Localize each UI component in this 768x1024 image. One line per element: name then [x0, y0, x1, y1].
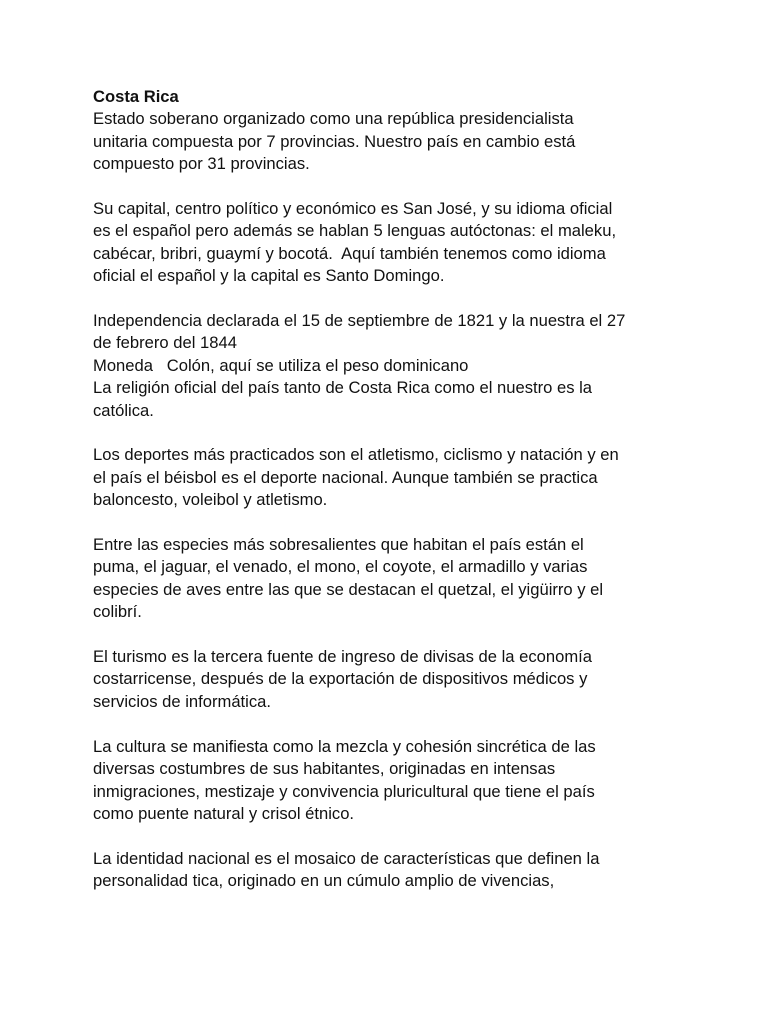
paragraph-line: es el español pero además se hablan 5 lenguas autóctonas: el maleku,: [93, 221, 617, 241]
paragraph-gap: [93, 825, 683, 847]
paragraph: [93, 444, 683, 511]
paragraph-line: católica.: [93, 400, 154, 420]
paragraph-line: Los deportes más practicados son el atletismo, ciclismo y natación y en: [93, 445, 619, 465]
paragraph-gap: [93, 176, 683, 198]
paragraph: [93, 646, 683, 713]
paragraph: [93, 108, 683, 175]
paragraph-line: colibrí.: [93, 602, 142, 622]
paragraph-line: como puente natural y crisol étnico.: [93, 803, 355, 823]
paragraph-line: diversas costumbres de sus habitantes, originadas en intensas: [93, 759, 556, 779]
paragraph-line: especies de aves entre las que se destacan el quetzal, el yigüirro y el: [93, 579, 604, 599]
paragraph-line: El turismo es la tercera fuente de ingreso de divisas de la economía: [93, 647, 593, 667]
paragraph-line: de febrero del 1844: [93, 333, 237, 353]
paragraph-line: La identidad nacional es el mosaico de características que definen la: [93, 848, 600, 868]
paragraph-line: Su capital, centro político y económico es San José, y su idioma oficial: [93, 199, 613, 219]
paragraph-line: servicios de informática.: [93, 691, 271, 711]
document-body: [93, 86, 683, 893]
paragraph-line: Independencia declarada el 15 de septiembre de 1821 y la nuestra el 27: [93, 311, 626, 331]
paragraph-line: inmigraciones, mestizaje y convivencia pluricultural que tiene el país: [93, 781, 595, 801]
paragraph-line: unitaria compuesta por 7 provincias. Nuestro país en cambio está: [93, 131, 576, 151]
paragraph-line: La cultura se manifiesta como la mezcla y cohesión sincrética de las: [93, 736, 596, 756]
paragraph: [93, 848, 683, 893]
paragraph-gap: [93, 512, 683, 534]
paragraph-gap: [93, 288, 683, 310]
paragraph-line: baloncesto, voleibol y atletismo.: [93, 490, 328, 510]
paragraph-line: costarricense, después de la exportación de dispositivos médicos y: [93, 669, 588, 689]
paragraph-line: personalidad tica, originado en un cúmulo amplio de vivencias,: [93, 871, 555, 891]
paragraph-line: Estado soberano organizado como una república presidencialista: [93, 109, 574, 129]
paragraph: [93, 198, 683, 288]
paragraph-line: compuesto por 31 provincias.: [93, 154, 310, 174]
paragraph-line: cabécar, bribri, guaymí y bocotá. Aquí también tenemos como idioma: [93, 243, 606, 263]
paragraph-line: el país el béisbol es el deporte nacional. Aunque también se practica: [93, 467, 598, 487]
paragraph-line: Moneda Colón, aquí se utiliza el peso dominicano: [93, 355, 469, 375]
document-title: Costa Rica: [93, 87, 179, 106]
paragraph: [93, 310, 683, 422]
paragraph-line: puma, el jaguar, el venado, el mono, el coyote, el armadillo y varias: [93, 557, 588, 577]
paragraph-line: Entre las especies más sobresalientes que habitan el país están el: [93, 535, 584, 555]
paragraph: [93, 534, 683, 624]
paragraph: [93, 736, 683, 826]
paragraph-gap: [93, 713, 683, 735]
paragraph-line: La religión oficial del país tanto de Costa Rica como el nuestro es la: [93, 378, 593, 398]
paragraph-gap: [93, 624, 683, 646]
paragraph-line: oficial el español y la capital es Santo Domingo.: [93, 266, 445, 286]
paragraph-gap: [93, 422, 683, 444]
